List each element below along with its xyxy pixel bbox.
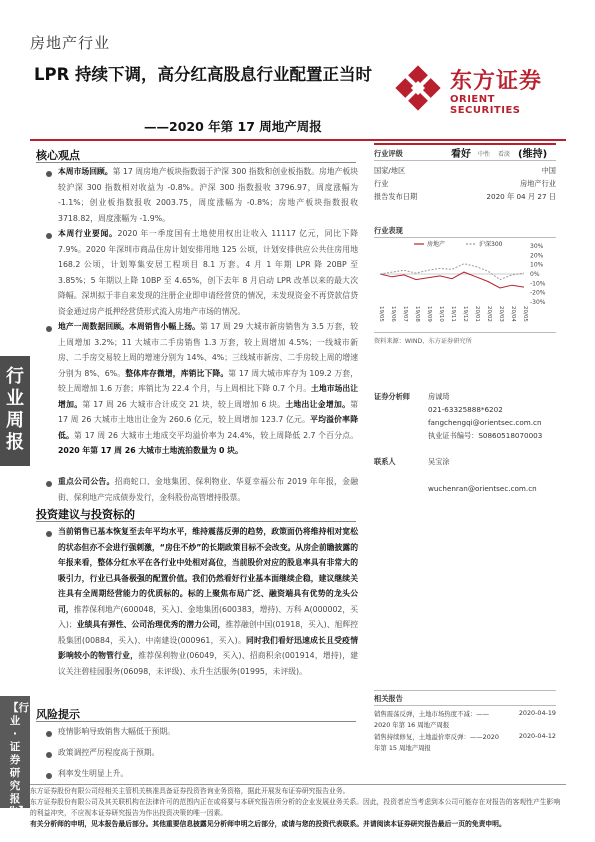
announcements-body: 招商蛇口、金地集团、保利物业、华夏幸福公布 2019 年年报，金融街、保利地产完成债券发行，金科股份高管增持股票。 xyxy=(58,477,359,502)
rating-row-key: 报告发布日期 xyxy=(374,192,418,201)
industry-news-body: 2020 年一季度国有土地使用权出让收入 11117 亿元，同比下降 7.9%。2020 年深圳市商品住房计划安排用地 125 公顷，计划安排供应公共住房用地 168.2 公顷，计划筹集安居工程项目 8.1 万套。4 月 1 年期 LPR 降 20BP 至 3.85%；5 年期以上降 10BP 至 4.65%，创下去年 8 月启动 LPR 改革以来的最大次降幅。深圳拟于非自来发现的注册企业即申请经营贷的情况，未发现资金不再贷款信贷资金通过房产抵押经营贷形式流入房地产市场的情况。 xyxy=(58,229,358,316)
risk-item: 政策调控严厉程度高于预期。 xyxy=(58,748,160,757)
chart-legend-label: 沪深300 xyxy=(479,241,503,248)
invest-property-mgmt-title: 同时我们看好迅速成长且受疫情影响较小的物管行业， xyxy=(58,635,358,660)
footer-disclaimer-2: 东方证券股份有限公司及其关联机构在法律许可的范围内正在或将要与本研究报告所分析的企业发展业务关系。因此，投资者应当考虑到本公司可能存在对报告的客观性产生影响的利益冲突，不应视本证券研究报告为作出投资决策的唯一因素。 xyxy=(30,798,561,817)
data-review-inventory: 第 17 周大城市库存为 109.2 万套，较上周增加 1.6 万套；库销比为 22.4 个月，与上周相比下降 0.7 个月。 xyxy=(58,368,359,393)
chart-x-tick-label: 20/03 xyxy=(498,306,504,322)
data-review-premium-title: 平均溢价率降低。 xyxy=(58,415,359,440)
data-review-title: 地产一周数据回顾。本周销售小幅上扬。 xyxy=(58,322,200,331)
bullet-dot xyxy=(46,773,52,779)
industry-news-title: 本周行业要闻。 xyxy=(58,229,118,238)
bullet-dot xyxy=(46,326,52,332)
core-paragraph-announcements xyxy=(58,474,358,505)
data-review-unsold: 2020 年第 17 周 26 大城市土地流拍数量为 0 块。 xyxy=(58,446,243,455)
core-paragraph-market xyxy=(58,164,358,226)
contact-name: 吴宝涂 xyxy=(428,457,450,466)
report-sector: 房地产行业 xyxy=(30,34,111,52)
core-paragraph-data xyxy=(58,319,358,459)
invest-heading: 投资建议与投资标的 xyxy=(36,508,135,521)
chart-bottom-rule xyxy=(374,332,556,333)
chart-y-tick-label: 0% xyxy=(530,271,540,278)
invest-paragraph xyxy=(58,524,358,679)
sidebar-label-2: 【行业·证券研究报告】 xyxy=(8,702,29,818)
logo-name-cn: 东方证券 xyxy=(450,69,543,94)
chart-y-ticks xyxy=(530,243,546,306)
bullet-dot xyxy=(46,752,52,758)
rating-value: 看好 xyxy=(451,149,471,160)
rating-option-negative: 看淡 xyxy=(498,151,511,158)
analyst-role: 证券分析师 xyxy=(374,392,410,401)
chart-x-ticks xyxy=(378,306,528,322)
sidebar-label: 行业周报 xyxy=(6,366,24,453)
bullet-dot xyxy=(46,731,52,737)
risk-item: 利率发生明显上升。 xyxy=(58,769,129,778)
chart-x-tick-label: 20/02 xyxy=(486,306,492,322)
invest-heading-rule xyxy=(36,521,356,522)
rating-row-value: 2020 年 04 月 27 日 xyxy=(486,192,556,201)
rating-row-value: 中国 xyxy=(541,166,556,175)
data-review-land-title: 土地市场出让增加。 xyxy=(58,384,359,409)
bullet-dot xyxy=(46,233,52,239)
chart-x-tick-label: 20/05 xyxy=(522,306,528,322)
chart-x-tick-label: 19/12 xyxy=(462,306,468,322)
risk-item: 疫情影响导致销售大幅低于预期。 xyxy=(58,727,175,736)
bullet-dot xyxy=(46,531,52,537)
core-paragraph-news xyxy=(58,226,358,319)
header-rule xyxy=(30,139,566,141)
rating-row-value: 房地产行业 xyxy=(520,179,556,188)
chart-y-tick-label: 10% xyxy=(530,261,544,269)
chart-y-tick-label: 20% xyxy=(530,252,544,260)
logo-mark-icon xyxy=(394,64,442,112)
chart-series xyxy=(380,264,524,288)
chart-x-tick-label: 19/11 xyxy=(450,306,456,322)
related-report-link[interactable]: 销售持续修复，土地溢价率反弹：——2020 年第 15 周地产周报 xyxy=(374,733,499,752)
invest-potential-title: 业绩具有弹性、公司治理优秀的潜力公司， xyxy=(76,620,226,629)
analyst-cert: 执业证书编号：S0860518070003 xyxy=(428,431,543,440)
invest-picks-1: 推荐保利地产(600048，买入)、金地集团(600383，增持)、万科 A(000002，买入)； xyxy=(58,604,359,629)
invest-picks-3: 推荐保利物业(06049，买入)、招商积余(001914，增持)，建议关注碧桂园服务(06098，未评级)、永升生活服务(01995，未评级)。 xyxy=(58,651,359,676)
chart-source: 资料来源：WIND、东方证券研究所 xyxy=(374,338,472,345)
report-subtitle: ——2020 年第 17 周地产周报 xyxy=(144,119,322,134)
chart-title: 行业表现 xyxy=(374,226,403,235)
sidebar-report-type xyxy=(0,356,30,466)
chart-x-tick-label: 20/01 xyxy=(474,306,480,322)
footer-rule xyxy=(30,784,566,785)
related-report-date: 2020-04-19 xyxy=(518,709,556,717)
core-heading-rule xyxy=(36,162,356,163)
market-review-body: 第 17 周房地产板块指数弱于沪深 300 指数和创业板指数。房地产板块较沪深 300 指数相对收益为 -0.8%。沪深 300 指数报收 3796.97，周度涨幅为 -1.1%；创业板指数报收 2003.75，周度涨幅为 -0.8%；房地产板块指数报收 3718.82，周度涨幅为 -1.9%。 xyxy=(58,167,359,223)
contact-email[interactable]: wuchenran@orientsec.com.cn xyxy=(428,484,537,493)
chart-x-tick-label: 19/05 xyxy=(378,306,384,322)
chart-x-tick-label: 19/06 xyxy=(390,306,396,322)
core-heading: 核心观点 xyxy=(36,149,80,162)
footer-disclaimer-3: 有关分析师的申明，见本报告最后部分。其他重要信息披露见分析师申明之后部分，或请与您的投资代表联系。并请阅读本证券研究报告最后一页的免责申明。 xyxy=(30,820,506,828)
rating-row-key: 国家/地区 xyxy=(374,166,406,175)
analyst-email[interactable]: fangchengqi@orientsec.com.cn xyxy=(428,418,542,427)
analyst-phone: 021-63325888*6202 xyxy=(428,405,503,414)
data-review-inventory-title: 整体库存微增，库销比下降。 xyxy=(125,368,229,378)
chart-legend xyxy=(414,240,503,248)
data-review-premium: 第 17 周 26 大城市土地成交平均溢价率为 24.4%，较上周降低 2.7 个百分点。 xyxy=(74,430,359,440)
rating-option-neutral: 中性 xyxy=(478,151,491,158)
rating-row-key: 行业 xyxy=(374,179,389,188)
chart-x-tick-label: 19/07 xyxy=(402,306,408,322)
rating-maintain: (维持) xyxy=(518,149,548,160)
related-report-link[interactable]: 销售震荡反弹，土地市场热度不减：——2020 年第 16 周地产周报 xyxy=(374,710,490,729)
chart-x-tick-label: 20/04 xyxy=(510,306,516,322)
rating-divider xyxy=(374,160,556,161)
related-heading: 相关报告 xyxy=(374,694,403,703)
market-review-title: 本周市场回顾。 xyxy=(58,167,113,176)
bullet-dot xyxy=(46,171,52,177)
rating-label: 行业评级 xyxy=(374,149,403,158)
logo-name-en: ORIENT SECURITIES xyxy=(450,94,521,116)
company-logo xyxy=(394,64,558,114)
data-review-landfee-title: 土地出让金增加。 xyxy=(285,399,351,409)
chart-x-tick-label: 19/08 xyxy=(414,306,420,322)
chart-series-line xyxy=(380,272,524,288)
chart-y-tick-label: -20% xyxy=(530,289,546,297)
contact-role: 联系人 xyxy=(374,457,396,466)
data-review-landfee: 第 17 周 26 大城市土地出让金为 260.6 亿元，较上周增加 123.7 亿元。 xyxy=(58,399,358,424)
chart-y-tick-label: 30% xyxy=(530,243,544,250)
chart-x-tick-label: 19/09 xyxy=(426,306,432,322)
analyst-name: 房诚琦 xyxy=(428,392,450,401)
announcements-title: 重点公司公告。 xyxy=(58,477,115,486)
chart-series-line xyxy=(380,264,524,280)
chart-y-tick-label: -10% xyxy=(530,280,546,288)
bullet-dot xyxy=(46,481,52,487)
data-review-sales: 第 17 周 29 大城市新房销售为 3.5 万套，较上周增加 3.2%；11 大城市二手房销售 1.3 万套，较上周增加 4.5%；一线城市新房、二手房交易较上周的增速分别为 14%、4%；三线城市新房、二手房较上周的增速分别为 8%、6%。 xyxy=(58,322,358,378)
invest-picks-2: 推荐融创中国(01918，买入)、旭辉控股集团(00884，买入)、中南建设(000961，买入)。 xyxy=(58,620,359,645)
invest-main: 当前销售已基本恢复至去年平均水平，维持震荡反弹的趋势，政策面仍将维持相对宽松的状态但亦不会进行强刺激，“房住不炒”的长期政策目标不会改变。从房企前瞻披露的年报来看，整体分红水平在各行业中处相对高位，当前股价对应的股息率具有非常大的吸引力，行业已具备极强的配置价值。我们仍然看好行业基本面继续企稳，建议继续关注具有全周期经营能力的优质标的。标的上聚焦布局广泛、融资端具有优势的龙头公司， xyxy=(58,527,358,614)
footer-disclaimer-1: 东方证券股份有限公司经相关主管机关核准具备证券投资咨询业务资格，据此开展发布证券研究报告业务。 xyxy=(30,787,350,795)
risk-heading-rule xyxy=(36,721,356,722)
industry-performance-chart xyxy=(374,240,556,328)
chart-legend-label: 房地产 xyxy=(427,241,446,248)
chart-y-tick-label: -30% xyxy=(530,299,546,306)
related-heading-rule xyxy=(374,705,556,706)
related-top-rule xyxy=(374,690,556,691)
related-report-date: 2020-04-12 xyxy=(518,732,556,740)
report-title: LPR 持续下调，高分红高股息行业配置正当时 xyxy=(34,65,373,84)
data-review-land: 第 17 周 26 大城市合计成交 21 块，较上周增加 6 块。 xyxy=(82,399,286,409)
risk-heading: 风险提示 xyxy=(36,708,80,721)
sidebar-report-category xyxy=(0,696,30,818)
chart-title-rule xyxy=(374,237,556,238)
chart-x-tick-label: 19/10 xyxy=(438,306,444,322)
